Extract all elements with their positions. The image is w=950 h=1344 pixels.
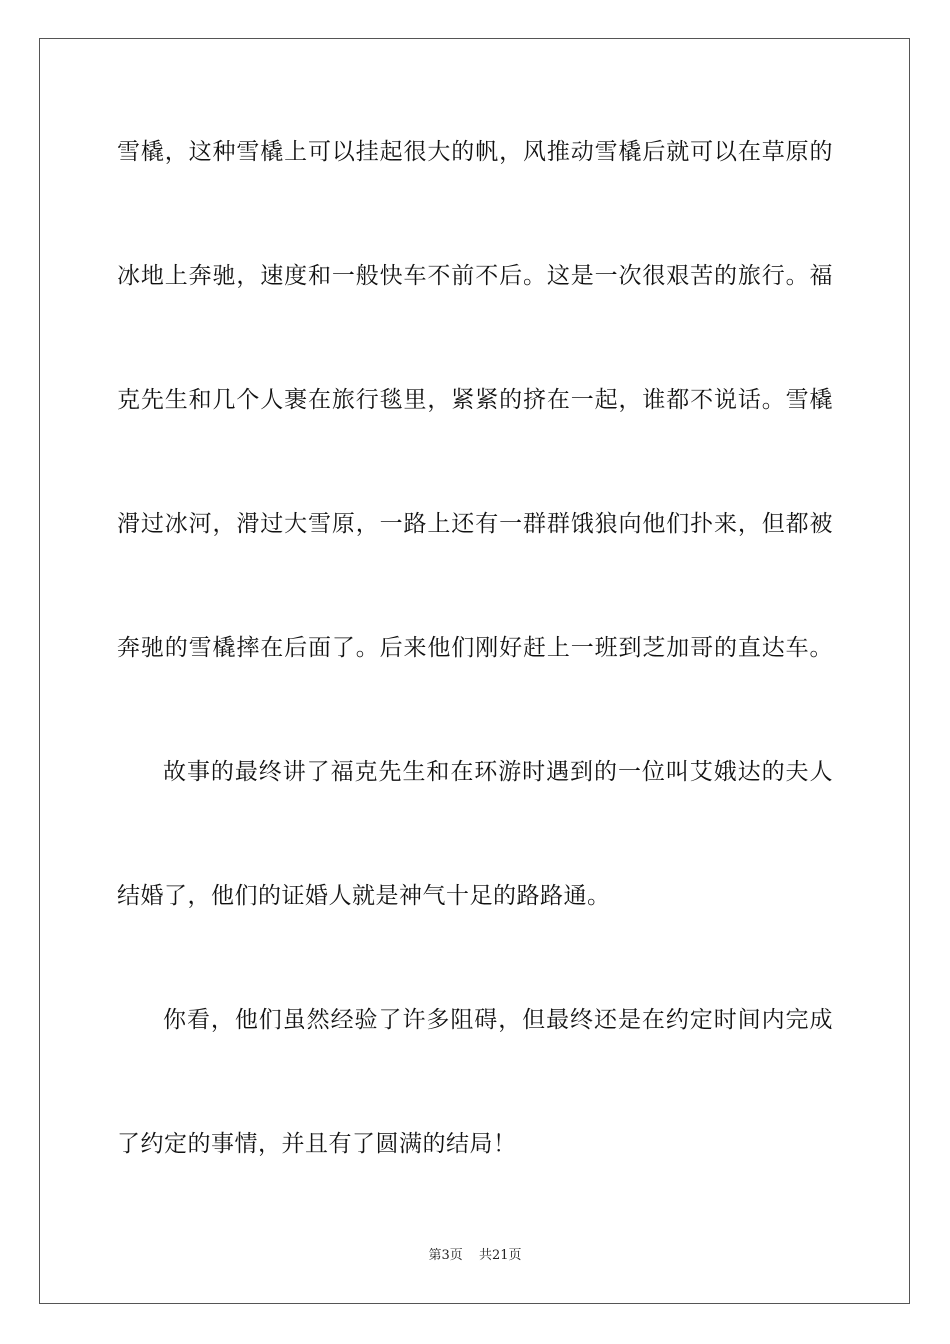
page-frame: [39, 38, 910, 1304]
body-line-4: 滑过冰河，滑过大雪原，一路上还有一群群饿狼向他们扑来，但都被: [117, 511, 833, 537]
body-line-3: 克先生和几个人裹在旅行毯里，紧紧的挤在一起，谁都不说话。雪橇: [117, 387, 833, 413]
body-line-7: 结婚了，他们的证婚人就是神气十足的路路通。: [117, 883, 611, 909]
page-number-current: 第3页: [428, 1248, 463, 1263]
body-line-6: 故事的最终讲了福克先生和在环游时遇到的一位叫艾娥达的夫人: [163, 759, 833, 785]
body-line-2: 冰地上奔驰，速度和一般快车不前不后。这是一次很艰苦的旅行。福: [117, 263, 833, 289]
body-line-8: 你看，他们虽然经验了许多阻碍，但最终还是在约定时间内完成: [163, 1007, 833, 1033]
page-number-total: 共21页: [478, 1248, 522, 1263]
body-line-5: 奔驰的雪橇摔在后面了。后来他们刚好赶上一班到芝加哥的直达车。: [117, 635, 833, 661]
page-footer: [0, 1248, 950, 1264]
body-line-1: 雪橇，这种雪橇上可以挂起很大的帆，风推动雪橇后就可以在草原的: [117, 139, 833, 165]
body-line-9: 了约定的事情，并且有了圆满的结局！: [117, 1131, 517, 1157]
